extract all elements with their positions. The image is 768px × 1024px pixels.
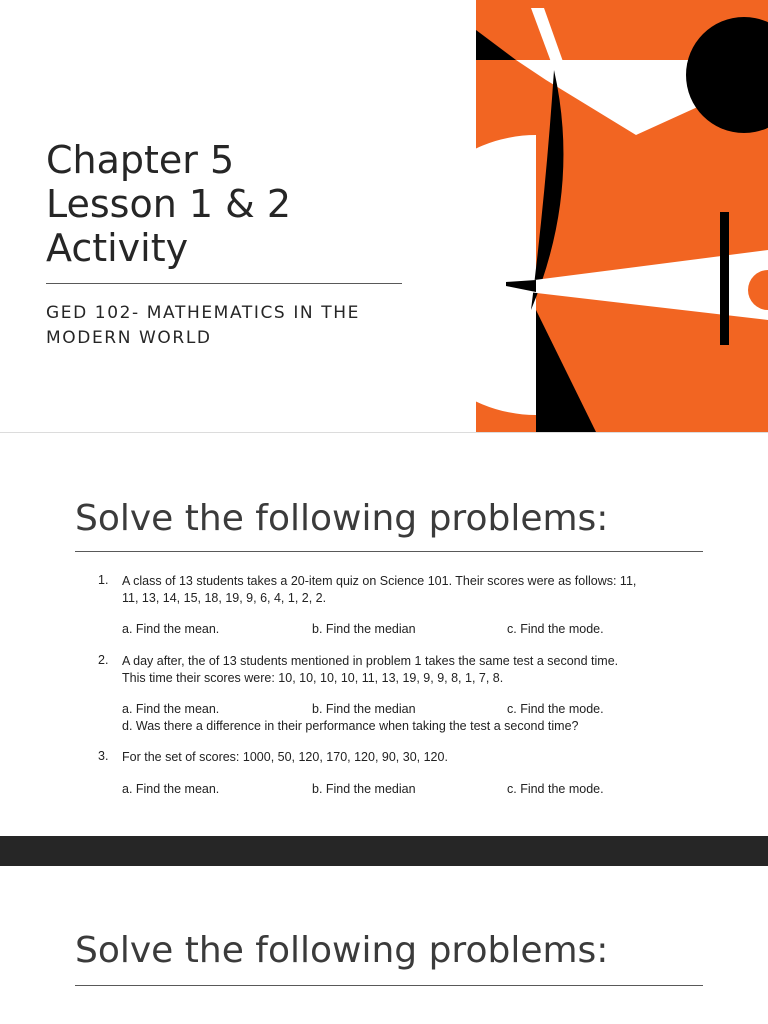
title-divider [46,283,402,284]
title-slide [0,0,768,432]
problem-options [122,701,718,718]
option-median: b. Find the median [312,782,416,796]
problem-list [98,573,718,798]
option-difference: d. Was there a difference in their performance when taking the test a second time? [122,719,579,733]
option-mean: a. Find the mean. [122,702,220,716]
slide-heading: Solve the following problems: [75,498,609,539]
option-median: b. Find the median [312,622,416,636]
abstract-art-image [476,0,768,432]
problem-number: 2. [98,653,109,667]
problem-text-line: 11, 13, 14, 15, 18, 19, 9, 6, 4, 1, 2, 2. [122,591,327,605]
heading-divider [75,985,703,986]
subtitle-line: MODERN WORLD [46,328,212,348]
slide-gap [0,836,768,866]
option-median: b. Find the median [312,702,416,716]
option-mean: a. Find the mean. [122,782,220,796]
title-line: Lesson 1 & 2 [46,182,292,226]
slide-subtitle [46,301,426,351]
problem-text-line: This time their scores were: 10, 10, 10, 10, 11, 13, 19, 9, 9, 8, 1, 7, 8. [122,671,504,685]
problem-text-line: For the set of scores: 1000, 50, 120, 170, 120, 90, 30, 120. [122,750,448,764]
problem-options [122,781,718,798]
option-mean: a. Find the mean. [122,622,220,636]
problem-text-line: A class of 13 students takes a 20-item quiz on Science 101. Their scores were as follows: 11, [122,574,637,588]
problem-number: 3. [98,749,109,763]
problems-slide-next [0,866,768,1024]
problem-number: 1. [98,573,109,587]
option-mode: c. Find the mode. [507,782,604,796]
problem-item [98,653,718,734]
heading-divider [75,551,703,552]
problems-slide [0,433,768,836]
problem-options [122,621,718,638]
option-mode: c. Find the mode. [507,702,604,716]
problem-item [98,749,718,798]
subtitle-line: GED 102- MATHEMATICS IN THE [46,303,360,323]
slide-heading: Solve the following problems: [75,930,609,971]
title-line: Chapter 5 [46,138,235,182]
title-line: Activity [46,226,189,270]
option-mode: c. Find the mode. [507,622,604,636]
slide-title [46,138,426,270]
problem-item [98,573,718,638]
problem-text-line: A day after, the of 13 students mentioned in problem 1 takes the same test a second time. [122,654,619,668]
